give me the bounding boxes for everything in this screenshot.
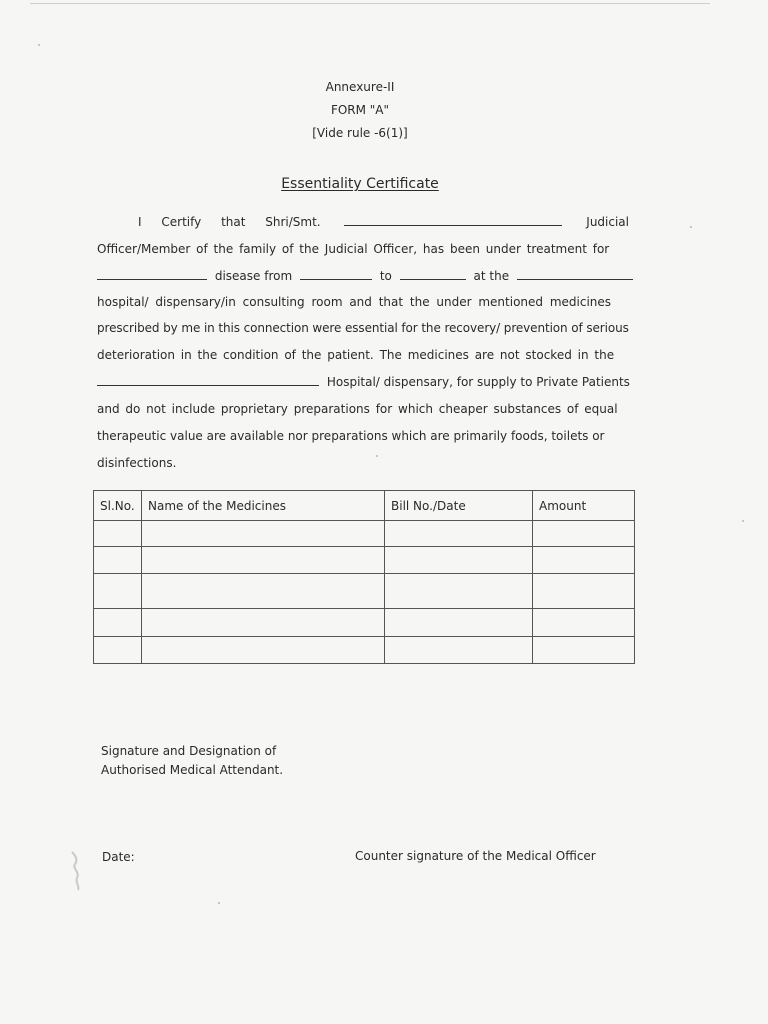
paper-speck <box>218 902 220 904</box>
table-row <box>94 521 635 547</box>
column-header-sl-no: Sl.No. <box>94 491 142 521</box>
table-row <box>94 547 635 574</box>
table-cell[interactable] <box>142 574 385 609</box>
signature-line-1: Signature and Designation of <box>101 744 277 758</box>
column-header-bill-no-date: Bill No./Date <box>385 491 533 521</box>
ink-smudge <box>68 850 86 892</box>
body-text: Officer/Member of the family of the Judicial Officer, has been under treatment for <box>97 242 610 256</box>
medicines-table <box>93 490 635 664</box>
body-word-shri-smt: Shri/Smt. <box>265 215 321 229</box>
paper-speck <box>742 520 744 522</box>
table-row <box>94 637 635 664</box>
body-text: deterioration in the condition of the patient. The medicines are not stocked in the <box>97 348 615 362</box>
table-cell[interactable] <box>142 609 385 637</box>
table-cell[interactable] <box>533 574 635 609</box>
body-word-judicial: Judicial <box>586 215 629 229</box>
date-label: Date: <box>102 850 135 864</box>
medical-attendant-signature-block <box>101 742 283 780</box>
body-text: and do not include proprietary preparations for which cheaper substances of equal <box>97 402 618 416</box>
form-header <box>0 76 720 145</box>
body-line-2 <box>97 236 629 262</box>
body-line-1 <box>97 209 629 235</box>
form-label: FORM "A" <box>330 103 390 117</box>
table-cell[interactable] <box>385 574 533 609</box>
table-cell[interactable] <box>94 574 142 609</box>
body-text: prescribed by me in this connection were essential for the recovery/ prevention of serious <box>97 321 629 335</box>
patient-name-blank <box>344 224 562 226</box>
from-date-blank <box>300 278 372 280</box>
to-date-blank <box>400 278 466 280</box>
table-cell[interactable] <box>94 547 142 574</box>
rule-label: [Vide rule -6(1)] <box>312 126 408 140</box>
column-header-medicine-name: Name of the Medicines <box>142 491 385 521</box>
table-cell[interactable] <box>385 521 533 547</box>
body-line-3 <box>97 263 629 289</box>
body-text: Hospital/ dispensary, for supply to Private Patients <box>326 375 630 389</box>
table-cell[interactable] <box>385 547 533 574</box>
body-line-7 <box>97 369 629 395</box>
certificate-title: Essentiality Certificate <box>281 176 439 192</box>
table-cell[interactable] <box>533 609 635 637</box>
body-word-certify: Certify <box>161 215 202 229</box>
hospital-name-blank <box>517 278 633 280</box>
table-cell[interactable] <box>533 521 635 547</box>
body-text: hospital/ dispensary/in consulting room and that the under mentioned medicines <box>97 295 612 309</box>
table-cell[interactable] <box>533 547 635 574</box>
counter-signature-label: Counter signature of the Medical Officer <box>355 849 596 863</box>
body-line-5 <box>97 315 629 341</box>
annexure-label: Annexure-II <box>325 80 395 94</box>
table-cell[interactable] <box>94 609 142 637</box>
table-cell[interactable] <box>142 547 385 574</box>
paper-speck <box>38 44 40 46</box>
hospital-dispensary-blank <box>97 384 319 386</box>
table-row <box>94 574 635 609</box>
signature-line-2: Authorised Medical Attendant. <box>101 763 284 777</box>
table-cell[interactable] <box>142 521 385 547</box>
table-cell[interactable] <box>142 637 385 664</box>
disease-from-label: disease from <box>214 269 293 283</box>
column-header-amount: Amount <box>533 491 635 521</box>
body-line-9 <box>97 423 629 449</box>
table-cell[interactable] <box>94 521 142 547</box>
page-top-edge <box>30 3 710 4</box>
at-the-label: at the <box>473 269 510 283</box>
table-header-row <box>94 491 635 521</box>
table-cell[interactable] <box>533 637 635 664</box>
body-word-i: I <box>138 215 142 229</box>
body-line-4 <box>97 289 629 315</box>
body-word-that: that <box>221 215 246 229</box>
body-line-10 <box>97 450 629 476</box>
disease-blank <box>97 278 207 280</box>
paper-speck <box>690 226 692 228</box>
body-text: disinfections. <box>97 456 177 470</box>
body-text: therapeutic value are available nor preparations which are primarily foods, toilets or <box>97 429 605 443</box>
table-row <box>94 609 635 637</box>
to-label: to <box>379 269 392 283</box>
table-cell[interactable] <box>385 637 533 664</box>
body-line-8 <box>97 396 629 422</box>
body-line-6 <box>97 342 629 368</box>
table-cell[interactable] <box>94 637 142 664</box>
table-cell[interactable] <box>385 609 533 637</box>
